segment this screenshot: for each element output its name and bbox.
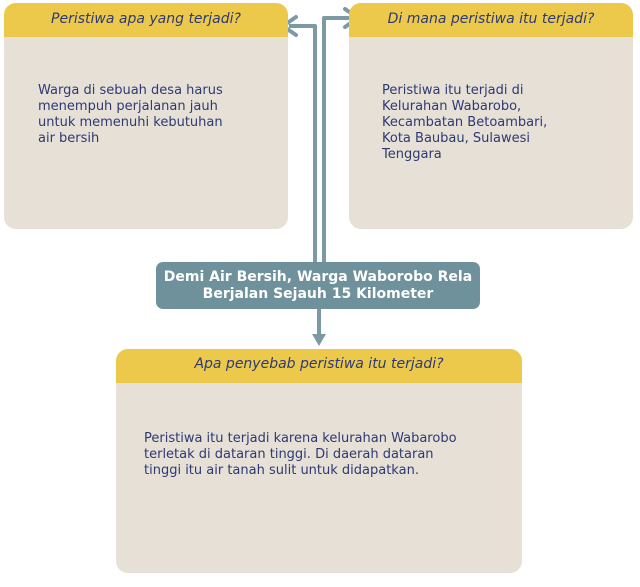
arrow-to-what-card — [289, 26, 315, 262]
what-happened-question: Peristiwa apa yang terjadi? — [4, 3, 288, 37]
cause-answer: Peristiwa itu terjadi karena kelurahan Wabarobo terletak di dataran tinggi. Di daerah dataran tinggi itu air tanah sulit untuk didapatkan. — [144, 431, 457, 478]
what-happened-answer: Warga di sebuah desa harus menempuh perjalanan jauh untuk memenuhi kebutuhan air bersih — [38, 83, 223, 146]
where-happened-card — [349, 3, 633, 229]
what-happened-card — [4, 3, 288, 229]
cause-card — [116, 349, 522, 573]
where-happened-answer: Peristiwa itu terjadi di Kelurahan Wabarobo, Kecambatan Betoambari, Kota Baubau, Sulawesi Tenggara — [382, 83, 548, 162]
arrow-to-where-card — [324, 18, 352, 262]
cause-question: Apa penyebab peristiwa itu terjadi? — [116, 349, 522, 383]
where-happened-question: Di mana peristiwa itu terjadi? — [349, 3, 633, 37]
news-title-box — [156, 262, 480, 309]
arrowhead-down — [312, 334, 326, 346]
news-title-line-1: Demi Air Bersih, Warga Waborobo Rela — [163, 268, 473, 285]
news-title-line-2: Berjalan Sejauh 15 Kilometer — [202, 285, 434, 302]
